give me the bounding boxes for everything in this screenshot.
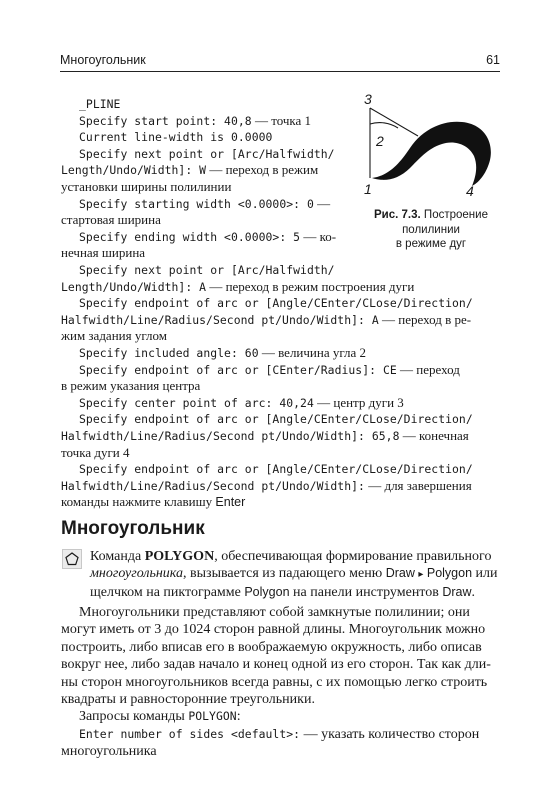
command-text: Length/Undo/Width]: W <box>61 163 207 178</box>
ui-term: Draw <box>385 566 419 581</box>
menu-arrow-icon: ▸ <box>418 569 424 581</box>
listing-line <box>61 345 501 362</box>
figure-label-4: 4 <box>466 183 474 198</box>
body-text: ны сторон многоугольников всегда равны, с их помощью легко строить <box>61 674 488 690</box>
body-text: — указать количество сторон <box>300 726 480 742</box>
ui-term: Polygon <box>423 566 473 581</box>
command-text: Specify center point of arc: 40,24 <box>79 395 314 410</box>
body-text: — переход в режим <box>206 162 319 178</box>
figure-caption-line3: в режиме дуг <box>395 238 467 250</box>
body-text: , обеспечивающая формирование правильного <box>214 549 492 564</box>
figure-label-3: 3 <box>364 91 372 107</box>
listing-line <box>61 113 351 130</box>
listing-line <box>61 312 501 329</box>
body-text: установки ширины полилинии <box>61 178 232 194</box>
body-text: , вызывается из падающего меню <box>183 566 386 582</box>
body-text: многоугольника <box>61 744 157 760</box>
figure-caption <box>358 208 504 252</box>
command-text: Current line-width is 0.0000 <box>79 130 273 145</box>
command-listing <box>61 96 351 279</box>
body-text: — для завершения <box>364 477 472 493</box>
body-line <box>61 639 501 656</box>
command-text: Specify included angle: 60 <box>79 345 259 360</box>
body-text: . <box>471 584 476 600</box>
body-text: на панели инструментов <box>289 584 443 600</box>
body-line <box>61 674 501 691</box>
command-text: Specify next point or [Arc/Halfwidth/ <box>79 146 335 161</box>
body-text: нечная ширина <box>61 245 146 261</box>
polyline-arc-figure <box>362 90 500 198</box>
body-text: — переход в режим построения дуги <box>206 278 415 294</box>
body-text: Команда <box>90 549 145 564</box>
body-text: команды нажмите клавишу <box>61 494 216 510</box>
body-text: квадраты и равносторонние треугольники. <box>61 692 315 708</box>
listing-line <box>61 411 501 428</box>
listing-line <box>61 179 351 196</box>
command-text: Specify starting width <0.0000>: 0 <box>79 196 314 211</box>
listing-line <box>61 196 351 213</box>
ui-term: Polygon <box>244 584 290 599</box>
command-text: Length/Undo/Width]: A <box>61 279 207 294</box>
body-text: Многоугольники представляют собой замкнутые полилинии; они <box>79 605 470 620</box>
body-line <box>61 743 501 760</box>
listing-line <box>61 262 351 279</box>
listing-line <box>61 162 351 179</box>
figure-caption-text: Построение <box>420 209 488 221</box>
listing-line <box>61 229 351 246</box>
command-text: Specify endpoint of arc or [Angle/CEnter/CLose/Direction/ <box>79 412 473 427</box>
body-text: — конечная <box>399 427 469 443</box>
body-line <box>61 708 501 725</box>
listing-line <box>61 328 501 345</box>
command-text: Enter number of sides <default>: <box>79 726 301 741</box>
body-text: : <box>236 709 241 725</box>
body-line <box>61 621 501 638</box>
command-text: Halfwidth/Line/Radius/Second pt/Undo/Width]: 65,8 <box>61 428 400 443</box>
body-text: — ко- <box>300 228 337 244</box>
command-text: Specify next point or [Arc/Halfwidth/ <box>79 262 335 277</box>
intro-line <box>90 565 500 583</box>
listing-line <box>61 428 501 445</box>
body-text: Запросы команды <box>79 709 189 725</box>
polygon-intro-paragraph <box>90 548 500 601</box>
pentagon-icon <box>62 549 82 569</box>
body-text: — переход <box>396 361 460 377</box>
command-text: Specify start point: 40,8 <box>79 113 252 128</box>
body-text: — <box>313 195 331 211</box>
command-text: POLYGON <box>188 709 237 724</box>
listing-line <box>61 279 501 296</box>
body-text: могут иметь от 3 до 1024 сторон равной длины. Многоугольник можно <box>61 622 486 638</box>
body-line <box>61 604 501 621</box>
body-text: — центр дуги 3 <box>313 394 404 410</box>
command-text: Halfwidth/Line/Radius/Second pt/Undo/Width]: <box>61 478 365 493</box>
body-text: — величина угла 2 <box>258 344 367 360</box>
ui-term: Enter <box>215 495 246 510</box>
section-heading: Многоугольник <box>61 518 205 539</box>
figure-label-2: 2 <box>376 133 384 149</box>
listing-line <box>61 129 351 146</box>
body-line <box>61 656 501 673</box>
command-text: Halfwidth/Line/Radius/Second pt/Undo/Width]: A <box>61 312 379 327</box>
body-text: или <box>472 566 498 582</box>
listing-line <box>61 378 501 395</box>
ui-term: Draw <box>442 584 472 599</box>
body-text: стартовая ширина <box>61 212 161 228</box>
command-text: Specify endpoint of arc or [Angle/CEnter/CLose/Direction/ <box>79 462 473 477</box>
command-text: Specify ending width <0.0000>: 5 <box>79 229 301 244</box>
running-header-title: Многоугольник <box>60 53 146 67</box>
body-text: — точка 1 <box>251 112 312 128</box>
body-text: щелчком на пиктограмме <box>90 584 245 600</box>
body-text: жим задания углом <box>61 328 167 344</box>
listing-line <box>61 494 501 511</box>
listing-line <box>61 295 501 312</box>
page-number: 61 <box>486 53 500 67</box>
term-emphasis: многоугольника <box>90 566 184 582</box>
polyline-arc-shape <box>372 122 491 186</box>
listing-line <box>61 96 351 113</box>
running-header <box>60 53 500 72</box>
figure-caption-line2: полилинии <box>402 223 460 236</box>
listing-line <box>61 245 351 262</box>
command-text: Specify endpoint of arc or [Angle/CEnter/CLose/Direction/ <box>79 296 473 311</box>
listing-line <box>61 461 501 478</box>
figure-label-1: 1 <box>364 181 372 197</box>
intro-line <box>90 584 500 601</box>
listing-line <box>61 478 501 495</box>
command-listing-continued <box>61 279 501 511</box>
body-text: — переход в ре- <box>378 311 472 327</box>
body-text: вокруг нее, либо задав начало и конец одной из его сторон. Так как дли- <box>61 657 491 673</box>
listing-line <box>61 395 501 412</box>
body-line <box>61 726 501 743</box>
body-line <box>61 691 501 708</box>
body-text: точка дуги 4 <box>61 444 130 460</box>
command-name: POLYGON <box>144 549 215 564</box>
command-text: _PLINE <box>79 97 121 111</box>
body-text: построить, либо вписав его в воображаемую окружность, либо описав <box>61 639 482 655</box>
listing-line <box>61 445 501 462</box>
intro-line <box>90 548 500 565</box>
command-text: Specify endpoint of arc or [CEnter/Radius]: CE <box>79 362 397 377</box>
polygon-body-text <box>61 604 501 761</box>
figure-caption-number: Рис. 7.3. <box>374 209 421 221</box>
listing-line <box>61 212 351 229</box>
listing-line <box>61 362 501 379</box>
listing-line <box>61 146 351 163</box>
body-text: в режим указания центра <box>61 378 201 394</box>
